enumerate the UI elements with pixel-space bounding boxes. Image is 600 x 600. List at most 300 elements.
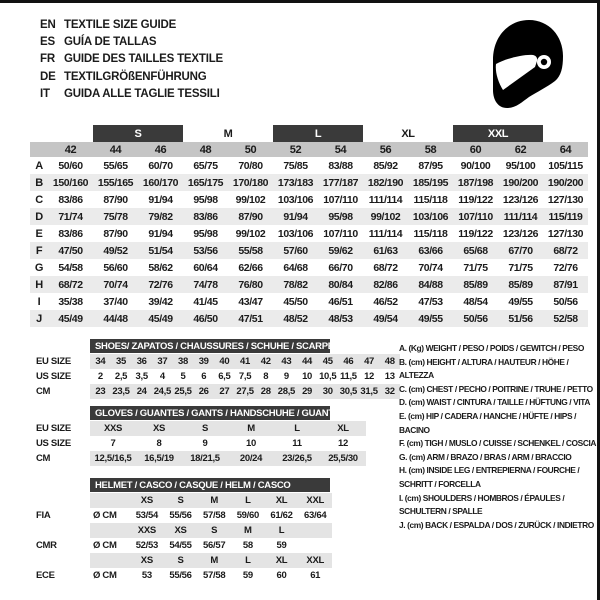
size-label: L: [245, 495, 251, 506]
table-title: GLOVES / GUANTES / GANTS / HANDSCHUHE / GUANTI: [90, 406, 330, 420]
unit-label: Ø CM: [93, 510, 117, 521]
size-label: S: [177, 555, 184, 566]
value-band: [90, 508, 332, 523]
size-value: 49/54: [373, 312, 398, 325]
language-row: [40, 68, 223, 85]
size-value: 38: [178, 356, 188, 367]
language-row: [40, 86, 223, 103]
size-value: 48: [384, 356, 395, 367]
size-label: [298, 523, 332, 538]
language-code: DE: [40, 70, 56, 83]
size-label-row: [30, 523, 400, 538]
size-value: 55/56: [169, 570, 192, 581]
size-label: S: [177, 495, 184, 506]
row-letter: C: [35, 193, 43, 206]
size-value: 12,5/16,5: [94, 453, 132, 464]
row-label: EU SIZE: [36, 356, 71, 367]
language-title: GUIDA ALLE TAGLIE TESSILI: [64, 88, 220, 101]
size-label: XXL: [306, 495, 324, 506]
size-value: 80/84: [328, 278, 353, 291]
size-value: 111/114: [368, 227, 403, 240]
size-value: 83/88: [328, 159, 353, 172]
size-value: M: [247, 423, 255, 434]
size-value: 103/106: [412, 210, 449, 223]
language-code: EN: [40, 18, 56, 31]
spacer-cell: [30, 523, 90, 538]
size-group-label-xl: XL: [401, 127, 415, 140]
size-value: 42: [260, 356, 271, 367]
size-label: XXL: [306, 555, 324, 566]
data-row-cm: [30, 451, 400, 466]
size-value: 49/55: [418, 312, 443, 325]
size-value: 75/85: [283, 159, 308, 172]
size-value: 95/100: [505, 159, 536, 172]
unit-label: Ø CM: [93, 570, 117, 581]
size-value: 82/86: [373, 278, 398, 291]
size-value: 3,5: [135, 371, 148, 382]
size-label-row: [30, 553, 400, 568]
size-label: XS: [174, 525, 187, 536]
size-value: 72/76: [148, 278, 173, 291]
spacer-cell: [30, 125, 48, 142]
measure-row-H: [30, 276, 588, 293]
size-value: 61: [310, 570, 321, 581]
spacer-cell: [30, 493, 90, 508]
size-value: 7: [110, 438, 116, 449]
size-value: 52/58: [553, 312, 578, 325]
size-value: 66/70: [328, 261, 353, 274]
language-code: IT: [40, 88, 50, 101]
title-row: [30, 339, 400, 354]
size-value: XXS: [103, 423, 123, 434]
row-letter: A: [35, 159, 43, 172]
size-value: 115/118: [413, 193, 448, 206]
size-value: 57/58: [203, 570, 226, 581]
size-label: S: [211, 525, 218, 536]
spacer-cell: [30, 142, 48, 157]
row-label: EU SIZE: [36, 423, 71, 434]
size-value: 95/98: [328, 210, 353, 223]
size-value: 2: [97, 371, 103, 382]
legend-item: A. (Kg) WEIGHT / PESO / POIDS / GEWITCH / PESO: [399, 343, 584, 353]
size-value: 83/86: [193, 210, 218, 223]
size-value: 47/50: [58, 244, 83, 257]
size-value: 107/110: [458, 210, 493, 223]
size-value: 65/75: [193, 159, 218, 172]
size-value: 105/115: [548, 159, 583, 172]
size-value: L: [294, 423, 300, 434]
language-row: [40, 16, 223, 33]
size-value: 182/190: [367, 176, 404, 189]
legend-item: J. (cm) BACK / ESPALDA / DOS / ZURÜCK / INDIETRO: [399, 519, 594, 530]
standard-label: CMR: [36, 540, 57, 551]
size-value: 29: [302, 386, 313, 397]
spacer-cell: [48, 125, 93, 142]
size-value: 16,5/19: [144, 453, 174, 464]
size-value: 50/56: [463, 312, 488, 325]
size-value: 11,5: [340, 371, 357, 382]
row-label: US SIZE: [36, 371, 71, 382]
size-value: 6: [201, 371, 207, 382]
size-group-label-m: M: [223, 127, 233, 140]
numeric-size: 52: [289, 143, 302, 156]
size-value: 99/102: [235, 227, 266, 240]
size-value: 71/74: [58, 210, 83, 223]
size-value: 13: [384, 371, 395, 382]
size-value: 43: [281, 356, 292, 367]
table-title: HELMET / CASCO / CASQUE / HELM / CASCO: [90, 478, 330, 492]
size-value: 119/122: [458, 227, 493, 240]
size-value: 111/114: [503, 210, 538, 223]
size-value: 23: [95, 386, 106, 397]
size-value: 111/114: [368, 193, 403, 206]
legend-item: B. (cm) HEIGHT / ALTURA / HAUTEUR / HÖHE / ALTEZZA: [399, 356, 569, 381]
size-value: 61/62: [270, 510, 293, 521]
value-row-fia: [30, 508, 400, 523]
size-group-row: [30, 125, 588, 142]
shoes-table: [30, 339, 400, 399]
row-letter: I: [37, 295, 41, 308]
size-value: 59: [242, 570, 253, 581]
size-value: 177/187: [322, 176, 359, 189]
size-value: 47/51: [238, 312, 263, 325]
size-value: 95/98: [193, 227, 218, 240]
gloves-table: [30, 406, 400, 466]
size-value: 5: [180, 371, 186, 382]
size-value: 85/92: [373, 159, 398, 172]
size-value: 50/56: [553, 295, 578, 308]
numeric-size: 54: [334, 143, 347, 156]
size-label: XS: [140, 555, 153, 566]
size-value: S: [201, 423, 209, 434]
size-value: 27: [219, 386, 230, 397]
measure-row-C: [30, 191, 588, 208]
measure-row-F: [30, 242, 588, 259]
size-value: 65/68: [463, 244, 488, 257]
size-value: 23,5: [112, 386, 130, 397]
size-value: 58: [242, 540, 253, 551]
size-value: 40: [219, 356, 230, 367]
size-band: [90, 523, 332, 538]
size-value: 53/54: [135, 510, 158, 521]
numeric-size: 56: [379, 143, 392, 156]
value-band: [90, 421, 366, 436]
row-letter: E: [35, 227, 43, 240]
helmet-icon: [489, 18, 565, 110]
size-value: 44/48: [103, 312, 128, 325]
data-row-eu-size: [30, 354, 400, 369]
size-value: 24: [136, 386, 147, 397]
size-value: 47/53: [418, 295, 443, 308]
size-value: 63/66: [418, 244, 443, 257]
standard-label: ECE: [36, 570, 55, 581]
size-value: 35/38: [58, 295, 83, 308]
size-value: 70/74: [418, 261, 443, 274]
size-value: 123/126: [502, 193, 539, 206]
size-value: 68/72: [553, 244, 578, 257]
size-value: 56/60: [103, 261, 128, 274]
size-value: 55/65: [103, 159, 128, 172]
size-value: 28: [260, 386, 271, 397]
measurement-legend: [399, 342, 599, 532]
size-value: 50/60: [58, 159, 83, 172]
size-value: 54/55: [169, 540, 192, 551]
size-group-label-l: L: [273, 125, 363, 142]
size-value: 44: [302, 356, 313, 367]
row-letter: J: [36, 312, 42, 325]
size-value: 20/24: [239, 453, 263, 464]
numeric-size: 42: [64, 143, 77, 156]
value-band: [90, 354, 400, 369]
size-value: 41/45: [193, 295, 218, 308]
size-value: 91/94: [283, 210, 308, 223]
size-value: 71/75: [508, 261, 533, 274]
size-value: 58/62: [148, 261, 173, 274]
size-value: 115/119: [548, 210, 583, 223]
legend-item: C. (cm) CHEST / PECHO / POITRINE / TRUHE / PETTO: [399, 383, 593, 394]
size-value: 39: [198, 356, 209, 367]
language-header: [40, 16, 223, 103]
data-row-us-size: [30, 436, 400, 451]
size-value: 23/26,5: [282, 453, 312, 464]
numeric-size: 60: [469, 143, 482, 156]
spacer-cell: [90, 523, 130, 538]
size-value: 61/63: [373, 244, 398, 257]
size-value: 123/126: [502, 227, 539, 240]
size-value: 87/90: [103, 193, 128, 206]
size-label: L: [278, 525, 285, 536]
legend-item: E. (cm) HIP / CADERA / HANCHE / HÜFTE / HIPS / BACINO: [399, 410, 577, 435]
row-letter: G: [34, 261, 44, 274]
size-value: 91/94: [148, 193, 173, 206]
size-value: 71/75: [463, 261, 488, 274]
size-value: 85/89: [463, 278, 488, 291]
numeric-size: 62: [514, 143, 527, 156]
size-value: 46/52: [373, 295, 398, 308]
data-row-cm: [30, 384, 400, 399]
size-value: 85/89: [508, 278, 533, 291]
language-title: GUÍA DE TALLAS: [64, 36, 157, 49]
language-title: TEXTILGRÖßENFÜHRUNG: [64, 70, 207, 83]
size-value: 75/78: [103, 210, 128, 223]
size-value: 37: [157, 356, 168, 367]
table-title: SHOES/ ZAPATOS / CHAUSSURES / SCHUHE / SCARPE: [90, 339, 330, 353]
size-value: 68/72: [373, 261, 398, 274]
size-value: 8: [156, 438, 162, 449]
size-value: 31,5: [360, 386, 378, 397]
size-value: 115/118: [413, 227, 448, 240]
size-band: [90, 493, 332, 508]
size-label: M: [210, 495, 218, 506]
size-value: 12: [364, 371, 375, 382]
size-value: 76/80: [238, 278, 263, 291]
language-code: FR: [40, 53, 55, 66]
size-value: 60: [276, 570, 287, 581]
size-value: 18/21,5: [190, 453, 220, 464]
row-letter: F: [35, 244, 43, 257]
size-label: L: [245, 555, 251, 566]
size-value: 59/62: [328, 244, 353, 257]
value-row-cmr: [30, 538, 400, 553]
size-value: 47: [364, 356, 375, 367]
size-value: 70/74: [103, 278, 128, 291]
size-label: XS: [140, 495, 153, 506]
size-value: 127/130: [547, 227, 584, 240]
size-value: 59: [276, 540, 287, 551]
size-label: XL: [275, 495, 288, 506]
size-value: 12: [338, 438, 348, 449]
size-value: 35: [116, 356, 126, 367]
size-value: 150/160: [52, 176, 89, 189]
size-value: 60/70: [148, 159, 173, 172]
size-value: 54/58: [58, 261, 83, 274]
size-value: 87/90: [238, 210, 263, 223]
size-label: M: [244, 525, 252, 536]
value-band: [90, 451, 366, 466]
legend-item: F. (cm) TIGH / MUSLO / CUISSE / SCHENKEL / COSCIA: [399, 438, 597, 449]
size-value: 53/56: [193, 244, 218, 257]
size-value: 107/110: [323, 227, 358, 240]
numeric-size: 50: [244, 143, 257, 156]
size-value: 64/68: [283, 261, 308, 274]
size-value: 46: [343, 356, 354, 367]
size-value: 90/100: [460, 159, 491, 172]
size-value: 160/170: [142, 176, 179, 189]
size-value: 28,5: [277, 386, 296, 397]
size-value: 79/82: [148, 210, 173, 223]
size-value: 155/165: [97, 176, 134, 189]
unit-label: Ø CM: [93, 540, 117, 551]
size-value: 10: [246, 438, 256, 449]
row-letter: B: [35, 176, 43, 189]
size-value: 39/42: [148, 295, 173, 308]
size-value: 165/175: [187, 176, 224, 189]
size-value: 10,5: [319, 371, 337, 382]
size-label: XL: [275, 555, 288, 566]
numeric-size: 64: [559, 143, 572, 156]
data-row-us-size: [30, 369, 400, 384]
size-value: 8: [263, 371, 269, 382]
size-value: 57/58: [203, 510, 226, 521]
size-value: 27,5: [236, 386, 254, 397]
size-value: 48/54: [463, 295, 488, 308]
spacer-cell: [30, 339, 90, 354]
row-label: CM: [36, 386, 51, 397]
legend-item: H. (cm) INSIDE LEG / ENTREPIERNA / FOURCHE / SCHRITT / FORCELLA: [399, 465, 580, 489]
size-band: [90, 553, 332, 568]
size-value: 41: [240, 356, 251, 367]
size-value: 59/60: [236, 510, 259, 521]
size-label-row: [30, 493, 400, 508]
size-value: 51/54: [148, 244, 173, 257]
size-value: 45/50: [283, 295, 308, 308]
size-value: 107/110: [323, 193, 358, 206]
language-title: TEXTILE SIZE GUIDE: [64, 18, 177, 31]
size-value: XL: [337, 423, 349, 434]
language-row: [40, 51, 223, 68]
size-value: 91/94: [148, 227, 173, 240]
size-value: 173/183: [277, 176, 314, 189]
size-value: 4: [159, 371, 165, 382]
language-row: [40, 33, 223, 50]
spacer-cell: [90, 493, 130, 508]
size-value: 87/90: [103, 227, 128, 240]
size-value: 103/106: [277, 193, 314, 206]
size-value: 10: [302, 371, 313, 382]
legend-item: D. (cm) WAIST / CINTURA / TAILLE / HÜFTUNG / VITA: [399, 397, 591, 408]
measure-row-G: [30, 259, 588, 276]
title-row: [30, 406, 400, 421]
language-title: GUIDE DES TAILLES TEXTILE: [64, 53, 223, 66]
size-value: 2,5: [114, 371, 128, 382]
helmet-size-table: [30, 478, 400, 583]
size-value: 99/102: [370, 210, 401, 223]
size-value: 170/180: [232, 176, 269, 189]
value-band: [90, 538, 332, 553]
row-letter: H: [35, 278, 43, 291]
size-value: 190/200: [502, 176, 539, 189]
row-letter: D: [35, 210, 43, 223]
measure-row-D: [30, 208, 588, 225]
size-value: 37/40: [103, 295, 128, 308]
value-band: [90, 436, 366, 451]
size-value: 55/58: [238, 244, 263, 257]
measure-row-I: [30, 293, 588, 310]
size-value: 78/82: [283, 278, 308, 291]
size-value: 46/50: [193, 312, 218, 325]
size-value: 51/56: [508, 312, 533, 325]
size-value: 63/64: [304, 510, 327, 521]
size-label: M: [210, 555, 218, 566]
spacer-cell: [30, 406, 90, 421]
size-value: 83/86: [58, 193, 83, 206]
size-value: 87/91: [553, 278, 578, 291]
size-value: 60/64: [193, 261, 218, 274]
size-group-label-xxl: XXL: [453, 125, 543, 142]
size-value: 46/51: [328, 295, 353, 308]
size-value: 6,5: [218, 371, 231, 382]
spacer-cell: [90, 553, 130, 568]
size-value: 74/78: [193, 278, 218, 291]
size-value: 26: [198, 386, 209, 397]
value-band: [90, 568, 332, 583]
size-value: 45/49: [148, 312, 173, 325]
numeric-size: 46: [154, 143, 167, 156]
size-value: 87/95: [418, 159, 443, 172]
size-label: XXS: [137, 525, 156, 536]
size-value: 72/76: [553, 261, 578, 274]
size-value: 83/86: [58, 227, 83, 240]
textile-size-table: [30, 125, 588, 327]
size-value: 43/47: [238, 295, 263, 308]
size-value: 53: [141, 570, 152, 581]
size-value: [298, 538, 332, 553]
size-value: 7,5: [238, 371, 252, 382]
legend-item: I. (cm) SHOULDERS / HOMBROS / ÉPAULES / SCHULTERN / SPALLE: [399, 492, 565, 517]
measure-row-J: [30, 310, 588, 327]
measure-row-B: [30, 174, 588, 191]
size-value: 48/53: [328, 312, 353, 325]
size-value: 84/88: [418, 278, 443, 291]
measure-row-A: [30, 157, 588, 174]
size-value: 48/52: [283, 312, 308, 325]
size-value: XS: [152, 423, 166, 434]
size-value: 9: [202, 438, 208, 449]
language-code: ES: [40, 36, 55, 49]
size-value: 36: [136, 356, 147, 367]
size-value: 62/66: [238, 261, 263, 274]
size-value: 190/200: [547, 176, 584, 189]
